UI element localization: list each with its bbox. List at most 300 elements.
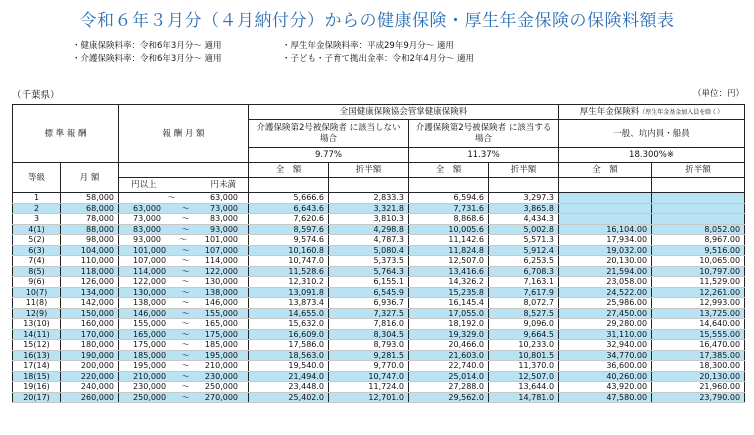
range-tilde: ～	[181, 308, 190, 318]
range-to: 270,000	[204, 392, 239, 402]
table-row	[13, 319, 745, 330]
pension-half-cell: 9,516.00	[652, 245, 745, 256]
range-to: 63,000	[210, 193, 239, 203]
pension-full-cell: 24,522.00	[559, 287, 652, 298]
pension-header-note: （厚生年金基金加入員を除く）	[639, 108, 724, 116]
pay-range-blank	[119, 163, 249, 178]
range-to: 230,000	[204, 371, 239, 381]
range-to: 175,000	[204, 329, 239, 339]
monthly-cell: 220,000	[61, 371, 119, 382]
range-tilde: ～	[181, 382, 190, 392]
notes-row-2	[72, 53, 475, 66]
monthly-cell: 260,000	[61, 392, 119, 403]
grade-cell: 3	[13, 214, 61, 225]
pension-half-cell: 15,555.00	[652, 329, 745, 340]
pension-full-cell: 32,940.00	[559, 340, 652, 351]
monthly-cell: 118,000	[61, 266, 119, 277]
table-row	[13, 235, 745, 246]
care-half-cell: 6,708.3	[489, 266, 559, 277]
range-from: 195,000	[133, 361, 167, 371]
range-from: 230,000	[133, 382, 167, 392]
rate-notes	[72, 40, 475, 66]
monthly-cell: 104,000	[61, 245, 119, 256]
health-rate-note: ・健康保険料率：令和6年3月分～ 適用	[72, 41, 222, 51]
range-to: 250,000	[204, 382, 239, 392]
health-half-cell: 5,080.4	[329, 245, 409, 256]
health-full-cell: 21,494.0	[249, 371, 329, 382]
range-to: 83,000	[210, 214, 239, 224]
table-row	[13, 214, 745, 225]
monthly-cell: 78,000	[61, 214, 119, 225]
health-half-cell: 3,810.3	[329, 214, 409, 225]
range-from: 155,000	[133, 319, 167, 329]
monthly-cell: 160,000	[61, 319, 119, 330]
pension-half-cell: 10,797.00	[652, 266, 745, 277]
grade-cell: 8(5)	[13, 266, 61, 277]
no-care-header: 介護保険第2号被保険者 に該当しない場合	[249, 120, 409, 148]
range-to: 138,000	[204, 287, 239, 297]
grade-cell: 5(2)	[13, 235, 61, 246]
grade-header: 等級	[13, 163, 61, 193]
range-from: 165,000	[133, 329, 167, 339]
rate-with-care: 11.37%	[409, 148, 559, 163]
health-half-cell: 6,545.9	[329, 287, 409, 298]
range-to: 130,000	[204, 277, 239, 287]
pay-range-cell	[119, 287, 249, 298]
health-full-cell: 8,597.6	[249, 224, 329, 235]
table-row	[13, 371, 745, 382]
health-full-cell: 10,160.8	[249, 245, 329, 256]
range-from: 146,000	[133, 308, 167, 318]
pension-half-cell	[652, 203, 745, 214]
care-full-cell: 11,142.6	[409, 235, 489, 246]
pension-half-cell: 11,529.00	[652, 277, 745, 288]
range-from: 83,000	[133, 224, 162, 234]
table-row	[13, 203, 745, 214]
health-full-cell: 13,091.8	[249, 287, 329, 298]
pension-half-cell: 18,300.00	[652, 361, 745, 372]
pay-range-cell	[119, 224, 249, 235]
range-to: 107,000	[204, 245, 239, 255]
pay-range-cell	[119, 371, 249, 382]
monthly-cell: 240,000	[61, 382, 119, 393]
health-half-cell: 7,816.0	[329, 319, 409, 330]
header-row-5	[13, 178, 745, 193]
care-half-cell: 8,072.7	[489, 298, 559, 309]
care-full-cell: 14,326.2	[409, 277, 489, 288]
care-full-cell: 21,603.0	[409, 350, 489, 361]
header-row-4	[13, 163, 745, 178]
care-full-cell: 27,288.0	[409, 382, 489, 393]
care-half-cell: 13,644.0	[489, 382, 559, 393]
over-label: 円以上	[131, 180, 157, 190]
header-pad	[409, 178, 489, 193]
health-half-cell: 11,724.0	[329, 382, 409, 393]
monthly-cell: 134,000	[61, 287, 119, 298]
table-row	[13, 266, 745, 277]
grade-cell: 13(10)	[13, 319, 61, 330]
pay-range-cell	[119, 319, 249, 330]
range-tilde: ～	[181, 224, 190, 234]
header-pad	[489, 178, 559, 193]
grade-cell: 10(7)	[13, 287, 61, 298]
monthly-cell: 200,000	[61, 361, 119, 372]
pay-range-cell	[119, 266, 249, 277]
care-full-cell: 7,731.6	[409, 203, 489, 214]
health-full-cell: 16,609.0	[249, 329, 329, 340]
care-rate-note: ・介護保険料率：令和6年3月分～ 適用	[72, 54, 222, 64]
table-row	[13, 256, 745, 267]
range-from: 250,000	[133, 392, 167, 402]
pension-half-cell	[652, 214, 745, 225]
health-full-cell: 17,586.0	[249, 340, 329, 351]
pension-full-cell: 43,920.00	[559, 382, 652, 393]
care-half-cell: 10,801.5	[489, 350, 559, 361]
pension-half-cell: 13,725.00	[652, 308, 745, 319]
table-row	[13, 193, 745, 204]
health-half-cell: 7,327.5	[329, 308, 409, 319]
care-full-cell: 11,824.8	[409, 245, 489, 256]
range-to: 114,000	[204, 256, 239, 266]
health-half-cell: 5,373.5	[329, 256, 409, 267]
grade-cell: 2	[13, 203, 61, 214]
pension-half-cell: 17,385.00	[652, 350, 745, 361]
pension-half-cell: 8,967.00	[652, 235, 745, 246]
pension-full-cell: 47,580.00	[559, 392, 652, 403]
range-tilde: ～	[181, 214, 190, 224]
premium-table	[12, 104, 745, 403]
pension-full-cell: 25,986.00	[559, 298, 652, 309]
health-full-cell: 12,310.2	[249, 277, 329, 288]
health-full-cell: 13,873.4	[249, 298, 329, 309]
care-half-cell: 6,253.5	[489, 256, 559, 267]
monthly-cell: 142,000	[61, 298, 119, 309]
grade-cell: 9(6)	[13, 277, 61, 288]
range-to: 101,000	[204, 235, 239, 245]
range-tilde: ～	[181, 371, 190, 381]
health-half-cell: 12,701.0	[329, 392, 409, 403]
pension-full-cell: 19,032.00	[559, 245, 652, 256]
full-header-2: 全 額	[409, 163, 489, 178]
monthly-cell: 190,000	[61, 350, 119, 361]
range-to: 195,000	[204, 350, 239, 360]
grade-cell: 6(3)	[13, 245, 61, 256]
grade-cell: 16(13)	[13, 350, 61, 361]
pension-full-cell: 34,770.00	[559, 350, 652, 361]
range-tilde: ～	[167, 193, 176, 203]
health-half-cell: 8,793.0	[329, 340, 409, 351]
table-row	[13, 277, 745, 288]
health-full-cell: 18,563.0	[249, 350, 329, 361]
range-from: 107,000	[133, 256, 167, 266]
monthly-header: 月 額	[61, 163, 119, 193]
health-full-cell: 19,540.0	[249, 361, 329, 372]
under-label: 円未満	[210, 180, 237, 190]
grade-cell: 14(11)	[13, 329, 61, 340]
pension-half-cell: 12,261.00	[652, 287, 745, 298]
table-row	[13, 350, 745, 361]
care-half-cell: 5,002.8	[489, 224, 559, 235]
general-header: 一般、坑内員・船員	[559, 120, 745, 148]
pension-full-cell: 17,934.00	[559, 235, 652, 246]
care-half-cell: 3,865.8	[489, 203, 559, 214]
table-row	[13, 245, 745, 256]
health-half-cell: 6,155.1	[329, 277, 409, 288]
range-from: 114,000	[133, 266, 167, 276]
care-full-cell: 10,005.6	[409, 224, 489, 235]
kyokai-header: 全国健康保険協会管掌健康保険料	[249, 105, 559, 120]
prefecture-label: （千葉県）	[12, 90, 60, 101]
care-full-cell: 16,145.4	[409, 298, 489, 309]
health-full-cell: 23,448.0	[249, 382, 329, 393]
pay-range-cell	[119, 382, 249, 393]
health-half-cell: 10,747.0	[329, 371, 409, 382]
range-tilde: ～	[181, 361, 190, 371]
pension-full-cell: 29,280.00	[559, 319, 652, 330]
care-half-cell: 14,781.0	[489, 392, 559, 403]
range-bound-labels	[119, 178, 249, 193]
pension-full-cell: 20,130.00	[559, 256, 652, 267]
health-full-cell: 6,643.6	[249, 203, 329, 214]
care-full-cell: 12,507.0	[409, 256, 489, 267]
monthly-cell: 150,000	[61, 308, 119, 319]
care-half-cell: 12,507.0	[489, 371, 559, 382]
unit-label: （単位：円）	[692, 89, 744, 99]
half-header-1: 折半額	[329, 163, 409, 178]
full-header-3: 全 額	[559, 163, 652, 178]
pension-half-cell: 10,065.00	[652, 256, 745, 267]
header-pad	[249, 178, 329, 193]
header-pad	[329, 178, 409, 193]
health-half-cell: 4,787.3	[329, 235, 409, 246]
range-tilde: ～	[181, 340, 190, 350]
care-half-cell: 7,617.9	[489, 287, 559, 298]
rate-pension: 18.300%※	[559, 148, 745, 163]
child-rate-note: ・子ども・子育て拠出金率：令和2年4月分～ 適用	[282, 54, 475, 64]
pay-range-cell	[119, 329, 249, 340]
health-half-cell: 4,298.8	[329, 224, 409, 235]
range-from: 63,000	[133, 203, 162, 213]
pension-half-cell: 12,993.00	[652, 298, 745, 309]
care-full-cell: 18,192.0	[409, 319, 489, 330]
pay-range-cell	[119, 350, 249, 361]
care-half-cell: 3,297.3	[489, 193, 559, 204]
range-tilde: ～	[181, 287, 190, 297]
range-tilde: ～	[181, 392, 190, 402]
health-full-cell: 14,655.0	[249, 308, 329, 319]
care-half-cell: 8,527.5	[489, 308, 559, 319]
table-row	[13, 392, 745, 403]
care-full-cell: 15,235.8	[409, 287, 489, 298]
care-half-cell: 9,096.0	[489, 319, 559, 330]
range-tilde: ～	[181, 203, 190, 213]
health-half-cell: 3,321.8	[329, 203, 409, 214]
pay-range-cell	[119, 245, 249, 256]
grade-cell: 4(1)	[13, 224, 61, 235]
grade-cell: 1	[13, 193, 61, 204]
care-full-cell: 29,562.0	[409, 392, 489, 403]
pension-half-cell: 14,640.00	[652, 319, 745, 330]
care-full-cell: 13,416.6	[409, 266, 489, 277]
pay-range-header: 報 酬 月 額	[119, 105, 249, 163]
care-full-cell: 6,594.6	[409, 193, 489, 204]
grade-cell: 11(8)	[13, 298, 61, 309]
table-row	[13, 329, 745, 340]
pension-full-cell: 16,104.00	[559, 224, 652, 235]
pay-range-cell	[119, 256, 249, 267]
pay-range-cell	[119, 193, 249, 204]
pay-range-cell	[119, 235, 249, 246]
health-full-cell: 25,402.0	[249, 392, 329, 403]
monthly-cell: 98,000	[61, 235, 119, 246]
range-from: 73,000	[133, 214, 162, 224]
health-half-cell: 8,304.5	[329, 329, 409, 340]
range-from: 122,000	[133, 277, 167, 287]
header-row-1	[13, 105, 745, 120]
header-pad	[559, 178, 652, 193]
pay-range-cell	[119, 214, 249, 225]
range-tilde: ～	[181, 266, 190, 276]
pension-half-cell: 20,130.00	[652, 371, 745, 382]
health-half-cell: 9,770.0	[329, 361, 409, 372]
range-to: 155,000	[204, 308, 239, 318]
range-to: 165,000	[204, 319, 239, 329]
grade-cell: 18(15)	[13, 371, 61, 382]
care-half-cell: 10,233.0	[489, 340, 559, 351]
range-tilde: ～	[178, 235, 187, 245]
pension-full-cell: 36,600.00	[559, 361, 652, 372]
table-row	[13, 340, 745, 351]
health-half-cell: 9,281.5	[329, 350, 409, 361]
grade-cell: 17(14)	[13, 361, 61, 372]
notes-row-1	[72, 40, 454, 53]
full-header-1: 全 額	[249, 163, 329, 178]
table-row	[13, 382, 745, 393]
range-tilde: ～	[181, 245, 190, 255]
pension-header-label: 厚生年金保険料	[579, 106, 640, 117]
range-from: 130,000	[133, 287, 167, 297]
pension-half-cell: 23,790.00	[652, 392, 745, 403]
care-full-cell: 20,466.0	[409, 340, 489, 351]
grade-cell: 20(17)	[13, 392, 61, 403]
care-full-cell: 19,329.0	[409, 329, 489, 340]
pension-full-cell: 23,058.00	[559, 277, 652, 288]
pension-header	[559, 105, 745, 120]
care-half-cell: 5,571.3	[489, 235, 559, 246]
pension-full-cell: 21,594.00	[559, 266, 652, 277]
pension-full-cell: 27,450.00	[559, 308, 652, 319]
table-row	[13, 298, 745, 309]
range-to: 73,000	[210, 203, 239, 213]
health-half-cell: 2,833.3	[329, 193, 409, 204]
range-from: 175,000	[133, 340, 167, 350]
health-full-cell: 11,528.6	[249, 266, 329, 277]
monthly-cell: 170,000	[61, 329, 119, 340]
pay-range-cell	[119, 361, 249, 372]
care-half-cell: 11,370.0	[489, 361, 559, 372]
care-full-cell: 8,868.6	[409, 214, 489, 225]
monthly-cell: 88,000	[61, 224, 119, 235]
grade-cell: 15(12)	[13, 340, 61, 351]
range-to: 93,000	[210, 224, 239, 234]
pay-range-cell	[119, 308, 249, 319]
care-half-cell: 9,664.5	[489, 329, 559, 340]
monthly-cell: 126,000	[61, 277, 119, 288]
pay-range-cell	[119, 298, 249, 309]
range-tilde: ～	[181, 329, 190, 339]
pay-range-cell	[119, 203, 249, 214]
range-from: 138,000	[133, 298, 167, 308]
range-tilde: ～	[181, 277, 190, 287]
monthly-cell: 68,000	[61, 203, 119, 214]
half-header-2: 折半額	[489, 163, 559, 178]
with-care-header: 介護保険第2号被保険者 に該当する場合	[409, 120, 559, 148]
health-half-cell: 6,936.7	[329, 298, 409, 309]
range-to: 122,000	[204, 266, 239, 276]
table-row	[13, 308, 745, 319]
care-half-cell: 5,912.4	[489, 245, 559, 256]
monthly-cell: 58,000	[61, 193, 119, 204]
health-full-cell: 5,666.6	[249, 193, 329, 204]
grade-cell: 19(16)	[13, 382, 61, 393]
table-row	[13, 361, 745, 372]
monthly-cell: 180,000	[61, 340, 119, 351]
monthly-cell: 110,000	[61, 256, 119, 267]
header-pad	[652, 178, 745, 193]
pension-half-cell: 16,470.00	[652, 340, 745, 351]
care-half-cell: 4,434.3	[489, 214, 559, 225]
grade-cell: 7(4)	[13, 256, 61, 267]
rate-no-care: 9.77%	[249, 148, 409, 163]
range-to: 210,000	[204, 361, 239, 371]
pension-half-cell	[652, 193, 745, 204]
pension-full-cell	[559, 214, 652, 225]
health-full-cell: 10,747.0	[249, 256, 329, 267]
range-to: 146,000	[204, 298, 239, 308]
pension-full-cell: 40,260.00	[559, 371, 652, 382]
page-title: 令和６年３月分（４月納付分）からの健康保険・厚生年金保険の保険料額表	[79, 11, 675, 31]
range-tilde: ～	[181, 256, 190, 266]
range-tilde: ～	[181, 350, 190, 360]
pension-full-cell	[559, 203, 652, 214]
pay-range-cell	[119, 340, 249, 351]
pay-range-cell	[119, 392, 249, 403]
health-full-cell: 7,620.6	[249, 214, 329, 225]
pension-rate-note: ・厚生年金保険料率：平成29年9月分～ 適用	[282, 41, 454, 51]
range-from: 93,000	[133, 235, 162, 245]
care-full-cell: 17,055.0	[409, 308, 489, 319]
pension-half-cell: 8,052.00	[652, 224, 745, 235]
grade-cell: 12(9)	[13, 308, 61, 319]
pension-full-cell: 31,110.00	[559, 329, 652, 340]
care-full-cell: 22,740.0	[409, 361, 489, 372]
range-to: 185,000	[204, 340, 239, 350]
range-tilde: ～	[181, 319, 190, 329]
standard-header: 標 準 報 酬	[13, 105, 119, 163]
table-row	[13, 224, 745, 235]
care-full-cell: 25,014.0	[409, 371, 489, 382]
health-half-cell: 5,764.3	[329, 266, 409, 277]
health-full-cell: 15,632.0	[249, 319, 329, 330]
pay-range-cell	[119, 277, 249, 288]
pension-half-cell: 21,960.00	[652, 382, 745, 393]
care-half-cell: 7,163.1	[489, 277, 559, 288]
range-from: 210,000	[133, 371, 167, 381]
range-from: 185,000	[133, 350, 167, 360]
pension-full-cell	[559, 193, 652, 204]
range-from: 101,000	[133, 245, 167, 255]
half-header-3: 折半額	[652, 163, 745, 178]
